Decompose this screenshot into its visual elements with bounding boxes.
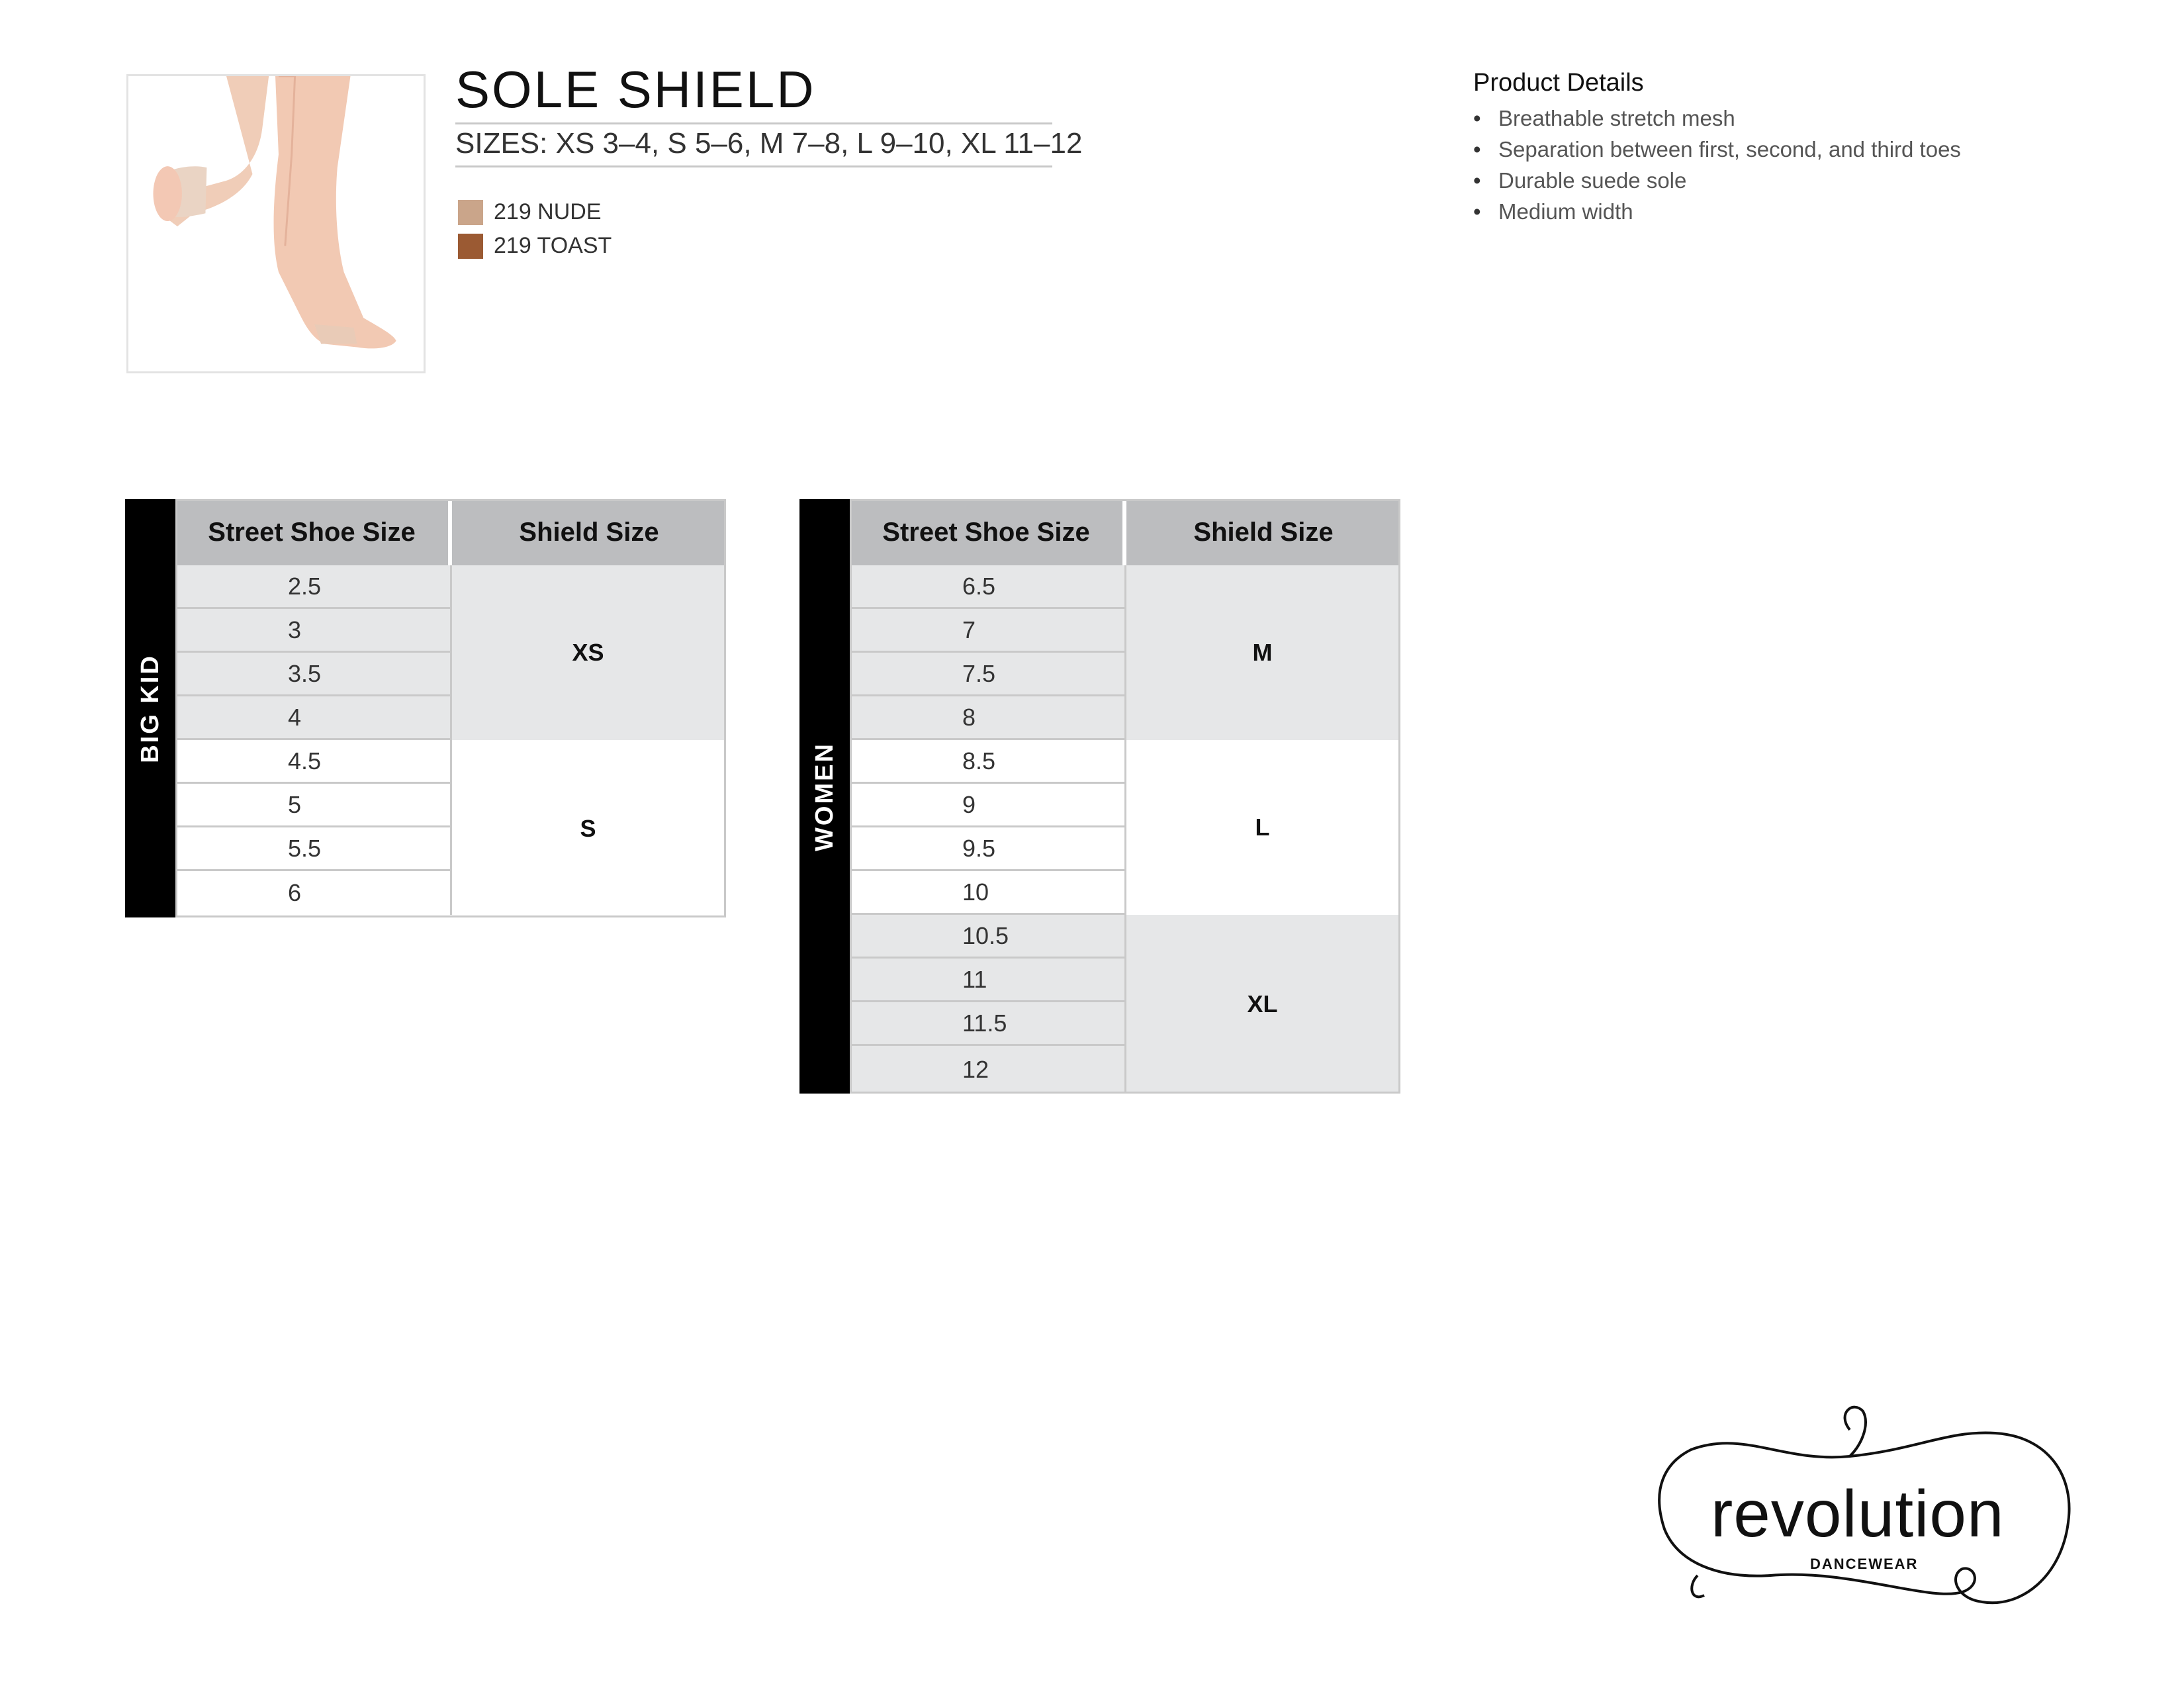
table-row: 11.5 [850,1002,1126,1046]
title-divider [455,122,1052,124]
col-header-street: Street Shoe Size [850,499,1126,565]
table-row: 9.5 [850,827,1126,871]
table-row: 4 [175,696,452,740]
list-item: • Durable suede sole [1473,165,1961,196]
color-toast [458,233,612,259]
sizes-line: SIZES: XS 3–4, S 5–6, M 7–8, L 9–10, XL 11–12 [455,127,1083,160]
table-row: 5 [175,784,452,827]
product-details [1473,69,1961,227]
brand-logo [1651,1403,2075,1628]
brand-sub: DANCEWEAR [1810,1556,1919,1572]
table-row: 12 [850,1046,1126,1094]
shield-size-xl: XL [1126,915,1400,1094]
color-nude [458,199,602,225]
table-row: 8.5 [850,740,1126,784]
col-header-street: Street Shoe Size [175,499,452,565]
table-row: 8 [850,696,1126,740]
table-row: 3.5 [175,653,452,696]
table-row: 4.5 [175,740,452,784]
table-row: 10 [850,871,1126,915]
color-label: 219 NUDE [494,199,602,224]
product-photo [126,74,426,373]
list-item: • Separation between first, second, and third toes [1473,134,1961,165]
brand-name: revolution [1711,1477,2005,1551]
shield-size-m: M [1126,565,1400,740]
list-item: • Medium width [1473,196,1961,227]
details-title: Product Details [1473,69,1644,97]
toast-swatch [458,234,483,259]
table-row: 7.5 [850,653,1126,696]
shield-size-s: S [452,740,726,917]
table-row: 3 [175,609,452,653]
table-row: 7 [850,609,1126,653]
list-item: • Breathable stretch mesh [1473,103,1961,134]
side-label: BIG KID [125,499,175,917]
details-list [1473,103,1961,227]
table-row: 11 [850,959,1126,1002]
women-table [799,499,1400,1094]
col-header-shield: Shield Size [452,499,726,565]
shield-size-l: L [1126,740,1400,915]
side-label: WOMEN [799,499,850,1094]
sizes-divider [455,165,1052,167]
product-title: SOLE SHIELD [455,60,816,118]
table-row: 6 [175,871,452,915]
table-row: 10.5 [850,915,1126,959]
shield-size-xs: XS [452,565,726,740]
table-row: 2.5 [175,565,452,609]
big-kid-table [125,499,726,917]
table-row: 9 [850,784,1126,827]
color-label: 219 TOAST [494,233,612,258]
col-header-shield: Shield Size [1126,499,1400,565]
nude-swatch [458,200,483,225]
table-row: 6.5 [850,565,1126,609]
table-row: 5.5 [175,827,452,871]
foot-illustration [128,76,424,371]
